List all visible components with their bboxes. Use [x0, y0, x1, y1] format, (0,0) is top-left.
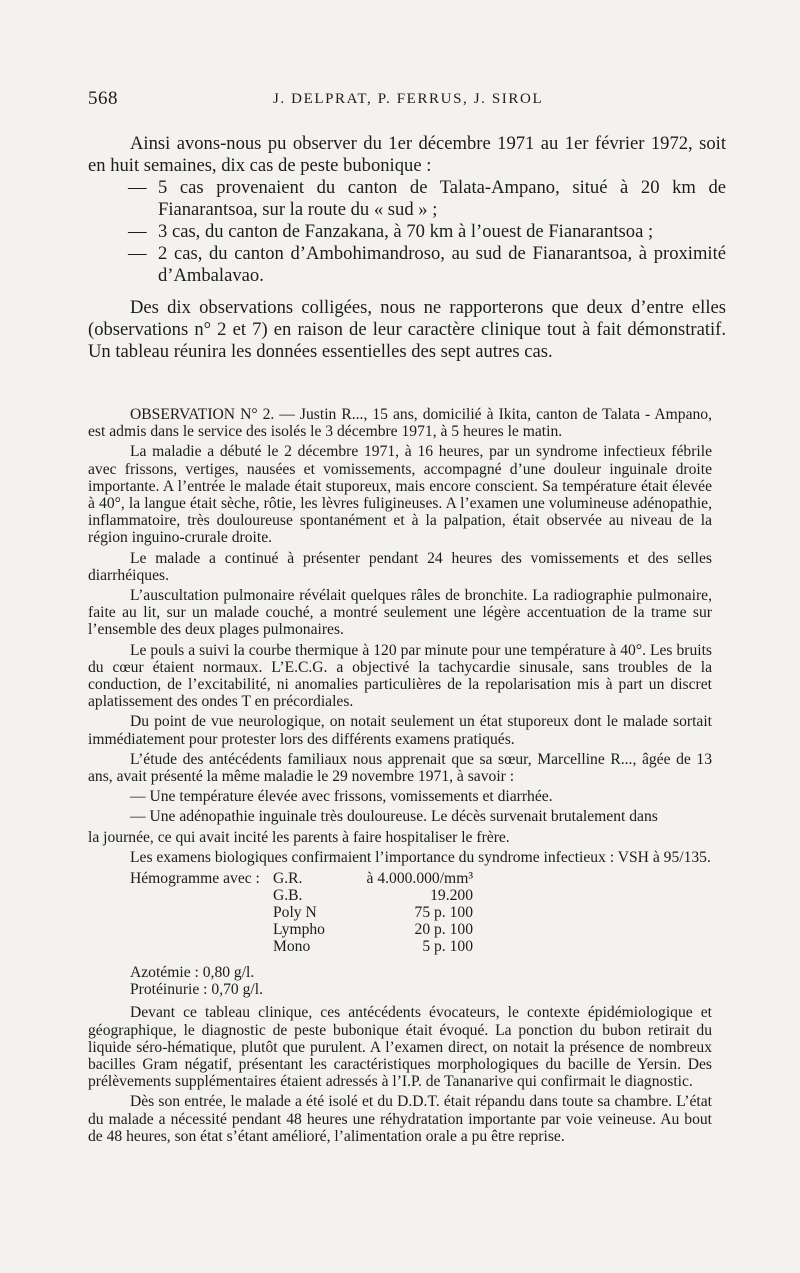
exams-text: Les examens biologiques confirmaient l’importance du syndrome infectieux : VSH à 95/135.: [130, 848, 711, 866]
intro-paragraph: Des dix observations colligées, nous ne rapporterons que deux d’entre elles (observations n° 2 et 7) en raison de leur caractère clinique tout à fait démonstratif. Un tableau réunira les données essentielles des sept autres cas.: [88, 297, 726, 362]
azotemie-line: Azotémie : 0,80 g/l.: [130, 964, 255, 982]
observation-paragraph: La maladie a débuté le 2 décembre 1971, à 16 heures, par un syndrome infectieux fébrile avec frissons, vertiges, nausées et vomissements, accompagné d’une douleur inguinale droite importante. A l’entrée le malade était stuporeux, mais encore conscient. Sa température était élevée à 40°, la langue était sèche, rôtie, les lèvres fuligineuses. A l’examen une volumineuse adénopathie, inflammatoire, très douloureuse spontanément et à la palpation, était observée au niveau de la région inguino-crurale droite.: [88, 443, 712, 547]
symptom-line: — Une adénopathie inguinale très douloureuse. Le décès survenait brutalement dans: [130, 808, 658, 826]
observation-heading: OBSERVATION N° 2. — Justin R..., 15 ans, domicilié à Ikita, canton de Talata - Ampano, est admis dans le service des isolés le 3 décembre 1971, à 5 heures le matin.: [88, 406, 712, 441]
hemogram-label: Hémogramme avec :: [130, 870, 260, 888]
observation-paragraph: Le pouls a suivi la courbe thermique à 120 par minute pour une température à 40°. Les bruits du cœur étaient normaux. L’E.C.G. a objectivé la tachycardie sinusale, sans troubles de la conduction, de l’excitabilité, ni anomalies particulières de la repolarisation mis à part un discret aplatissement des ondes T en précordiales.: [88, 641, 712, 711]
observation-paragraph: L’étude des antécédents familiaux nous apprenait que sa sœur, Marcelline R..., âgée de 13 ans, avait présenté la même maladie le 29 novembre 1971, à savoir :: [88, 750, 712, 786]
symptom-line: — Une température élevée avec frissons, vomissements et diarrhée.: [130, 788, 553, 806]
observation-paragraph: L’auscultation pulmonaire révélait quelques râles de bronchite. La radiographie pulmonaire, faite au lit, sur un malade couché, a montré seulement une légère accentuation de la trame sur l’ensemble des deux plages pulmonaires.: [88, 587, 712, 639]
symptom-line-continued: la journée, ce qui avait incité les parents à faire hospitaliser le frère.: [88, 828, 510, 846]
biology-values: [88, 964, 712, 998]
table-row: Lympho 20 p. 100: [273, 921, 473, 939]
running-head: J. DELPRAT, P. FERRUS, J. SIROL: [273, 91, 544, 107]
table-row: G.R. à 4.000.000/mm³: [273, 870, 473, 888]
intro-section: [88, 133, 726, 363]
observation-paragraph: Le malade a continué à présenter pendant 24 heures des vomissements et des selles diarrhéiques.: [88, 549, 712, 584]
observation-paragraph: Du point de vue neurologique, on notait seulement un état stuporeux dont le malade sortait immédiatement pour protester lors des différents examens pratiqués.: [88, 713, 712, 748]
table-row: G.B. 19.200: [273, 887, 473, 905]
hemogram-table: [130, 870, 712, 956]
observation-section: [88, 406, 712, 1148]
page-header: [88, 88, 728, 112]
table-row: Mono 5 p. 100: [273, 938, 473, 956]
list-item: — 5 cas provenaient du canton de Talata-Ampano, situé à 20 km de Fianarantsoa, sur la route du « sud » ;: [128, 177, 726, 220]
list-item: — 2 cas, du canton d’Ambohimandroso, au sud de Fianarantsoa, à proximité d’Ambalavao.: [128, 243, 726, 286]
observation-paragraph: Devant ce tableau clinique, ces antécédents évocateurs, le contexte épidémiologique et géographique, le diagnostic de peste bubonique était évoqué. La ponction du bubon retirait du liquide séro-hématique, plutôt que purulent. A l’examen direct, on notait la présence de nombreux bacilles Gram négatif, présentant les caractéristiques morphologiques du bacille de Yersin. Des prélèvements supplémentaires étaient adressés à l’I.P. de Tananarive qui confirmait le diagnostic.: [88, 1004, 712, 1091]
proteinurie-line: Protéinurie : 0,70 g/l.: [130, 981, 263, 999]
list-item: — 3 cas, du canton de Fanzakana, à 70 km à l’ouest de Fianarantsoa ;: [128, 221, 654, 242]
observation-paragraph: Dès son entrée, le malade a été isolé et du D.D.T. était répandu dans toute sa chambre. L’état du malade a nécessité pendant 48 heures une réhydratation importante par voie veineuse. Au bout de 48 heures, son état s’étant amélioré, l’alimentation orale a pu être reprise.: [88, 1093, 712, 1145]
intro-paragraph: Ainsi avons-nous pu observer du 1er décembre 1971 au 1er février 1972, soit en huit semaines, dix cas de peste bubonique :: [88, 133, 726, 176]
table-row: Poly N 75 p. 100: [273, 904, 473, 922]
page-number: 568: [88, 88, 118, 109]
